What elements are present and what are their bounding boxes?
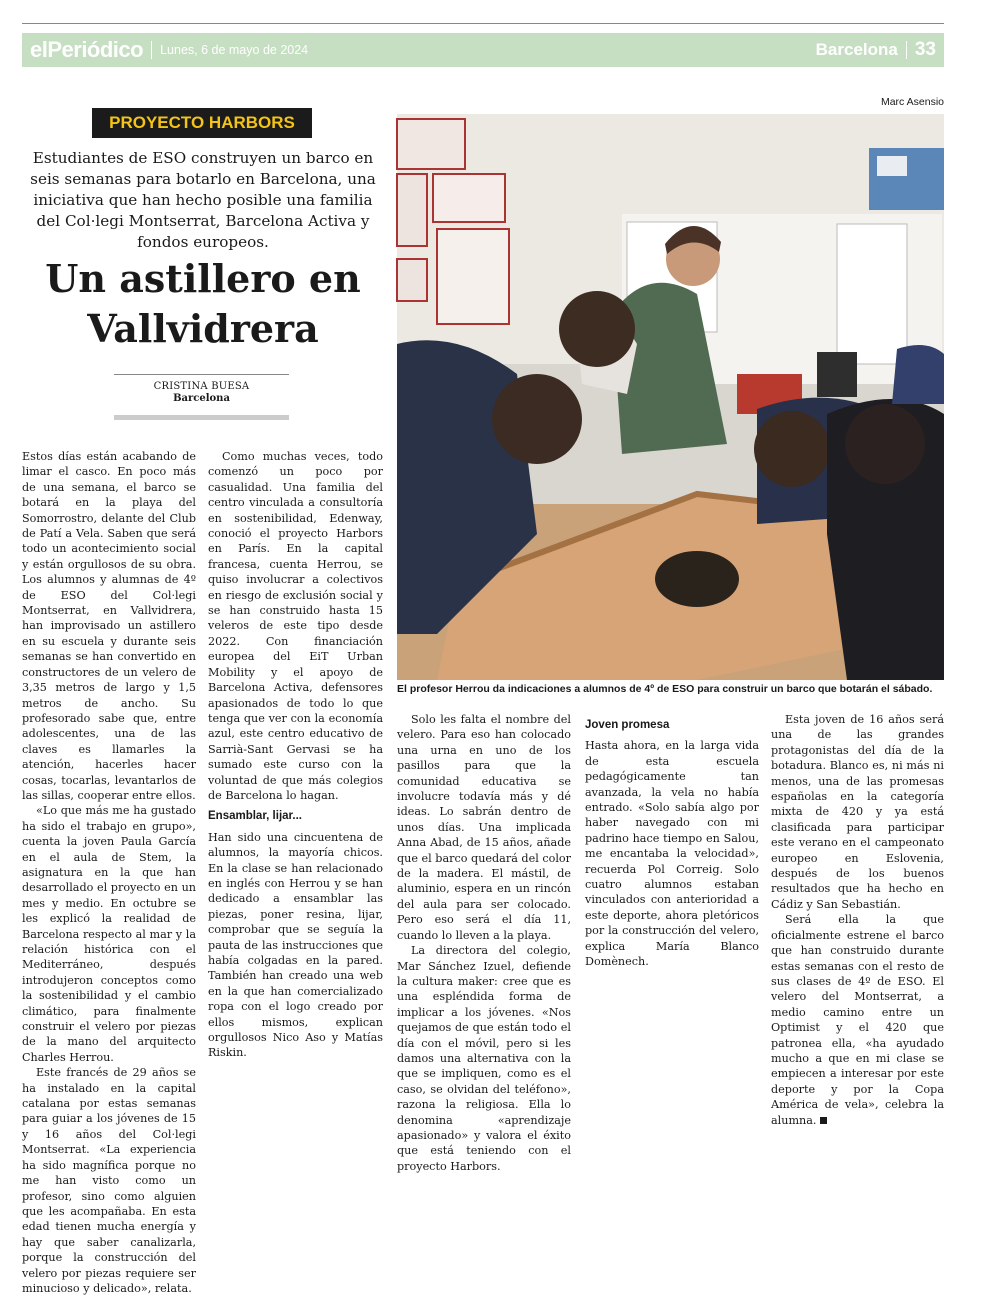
section-subtitle-ensamblar: Ensamblar, lijar... [208, 810, 302, 823]
article-photo [397, 114, 944, 680]
byline [114, 374, 289, 420]
section-block [816, 39, 936, 61]
newspaper-logo: elPeriódico [30, 37, 144, 62]
workshop-photo-illustration [397, 114, 944, 680]
issue-date: Lunes, 6 de mayo de 2024 [160, 43, 309, 57]
section-divider [906, 41, 907, 59]
body-paragraph: Estos días están acabando de limar el casco. En poco más de una semana, el barco se botará en la playa del Somorrostro, delante del Club de Patí a Vela. Saben que será todo un acontecimiento social y están orgullosos de su obra. Los alumnos y alumnas de 4º de ESO del Col·legi Montserrat, en Vallvidrera, han improvisado un astillero en su escuela y durante seis semanas se han convertido en constructores de un velero de 3,35 metros de largo y 1,5 metros de ancho. Su profesorado sabe que, entre adolescentes, una de las claves es llamarles la atención, hacerles hacer cosas, tocarlas, levantarlos de las sillas, cooperar entre ellos. [22, 450, 196, 802]
body-paragraph: Este francés de 29 años se ha instalado en la capital catalana por estas semanas para guiar a los jóvenes de 15 y 16 años del Col·legi Montserrat. «La experiencia ha sido magnífica porque no me han visto como un profesor, sino como alguien que les acompañaba. En esta edad tienen mucha energía y hay que saber canalizarla, porque la construcción del velero por piezas requiere ser minucioso y delicado», relata. [22, 1066, 196, 1295]
article-subhead: Estudiantes de ESO construyen un barco en seis semanas para botarlo en Barcelona, una iniciativa que han hecho posible una familia del Col·legi Montserrat, Barcelona Activa y fondos europeos. [30, 149, 376, 251]
body-paragraph [771, 912, 944, 1128]
section-subtitle-joven: Joven promesa [585, 719, 670, 731]
top-rule [22, 23, 944, 24]
end-of-article-mark [820, 1117, 827, 1124]
text-column-5 [771, 712, 944, 1127]
page-header [22, 33, 944, 67]
text-column-3 [397, 712, 572, 1173]
photo-caption: El profesor Herrou da indicaciones a alumnos de 4º de ESO para construir un barco que botarán el sábado. [397, 683, 933, 695]
body-paragraph: Como muchas veces, todo comenzó un poco por casualidad. Una familia del centro vinculada a consultoría en sostenibilidad, Edenway, conoció el proyecto Harbors en París. En la capital francesa, cuenta Herrou, se quiso involucrar a colectivos en riesgo de exclusión social y se han construido hasta 15 veleros de este tipo desde 2022. Con financiación europea del EiT Urban Mobility y el apoyo de Barcelona Activa, defensores apasionados de todo lo que tenga que ver con la economía azul, este centro educativo de Sarrià-Sant Gervasi se ha sumado este curso con la voluntad de que más colegios de Barcelona lo hagan. [208, 450, 383, 802]
header-divider [151, 41, 152, 59]
text-column-4 [585, 712, 759, 1026]
page-number: 33 [914, 39, 936, 60]
body-paragraph: La directora del colegio, Mar Sánchez Izuel, defiende la cultura maker: cree que es una espléndida forma de implicar a los jóvenes. «Nos quejamos de que están todo el día con el móvil, pero si les damos una alternativa con la que se impliquen, como es el caso, se olvidan del teléfono», razona la religiosa. Ella lo denomina «aprendizaje apasionado» y valora el éxito que está teniendo con el proyecto Harbors. [397, 944, 571, 1173]
text-column-1 [22, 449, 196, 1295]
body-paragraph: «Lo que más me ha gustado ha sido el trabajo en grupo», cuenta la joven Paula García en el aula de Stem, la asignatura en la que han desarrollado el proyecto en un mes y medio. En octubre se les explicó la realidad de Barcelona respecto al mar y la relación histórica con el Mediterráneo, después introdujeron conceptos como la sostenibilidad y el cambio climático, para finalmente construir el velero por piezas de la mano del arquitecto Charles Herrou. [22, 804, 196, 1064]
body-paragraph: Esta joven de 16 años será una de las grandes protagonistas del día de la botadura. Blanco es, ni más ni menos, una de las promesas españolas en la categoría mixta de 420 y ya está clasificada para participar este verano en el campeonato europeo en Eslovenia, después de los buenos resultados que ha hecho en Cádiz y San Sebastián. [771, 713, 944, 911]
final-paragraph-text: Será ella la que oficialmente estrene el barco que han construido durante estas semanas con el resto de sus clases de 4º de ESO. El velero del Montserrat, a medio camino entre un Optimist y el 420 que patronea ella, «ha ayudado mucho a que en mi clase se empiecen a interesar por este deporte y por la Copa América de vela», celebra la alumna. [771, 913, 944, 1127]
author-name: CRISTINA BUESA [153, 381, 250, 392]
body-paragraph: Han sido una cincuentena de alumnos, la mayoría chicos. En la clase se han relacionado en inglés con Herrou y se han dedicado a ensamblar las piezas, poner resina, lijar, comprobar que se seguía la pauta de las instrucciones que había colgadas en la pared. También han creado una web en la que han comercializado ropa con el logo creado por ellos mismos, explican orgullosos Nico Aso y Matías Riskin. [208, 830, 383, 1060]
text-column-2 [208, 449, 383, 1060]
body-paragraph: Solo les falta el nombre del velero. Para eso han colocado una urna en uno de los pasillos para que la comunidad educativa se involucre todavía más y dé ideas. Lo sabrán dentro de unos días. Una implicada Anna Abad, de 15 años, añade que el barco quedará del color de la madera. El mástil, de aluminio, espera en un rincón del aula para ser colocado. Pero eso será el día 11, cuando lo lleven a la playa. [397, 713, 572, 942]
section-name: Barcelona [815, 40, 898, 59]
author-city: Barcelona [173, 393, 230, 404]
article-headline: Un astillero en Vallvidrera [45, 256, 361, 351]
article-kicker: PROYECTO HARBORS [92, 108, 312, 138]
photo-credit: Marc Asensio [880, 96, 944, 108]
body-paragraph: Hasta ahora, en la larga vida de esta escuela pedagógicamente tan avanzada, la vela no había entrado. «Solo sabía algo por haber navegado con mi padrino hace tiempo en Salou, me encantaba la velocidad», recuerda Pol Correig. Solo cuatro alumnos estaban vinculados con anterioridad a este deporte, ahora pletóricos por la construcción del velero, explica María Blanco Domènech. [585, 739, 759, 969]
